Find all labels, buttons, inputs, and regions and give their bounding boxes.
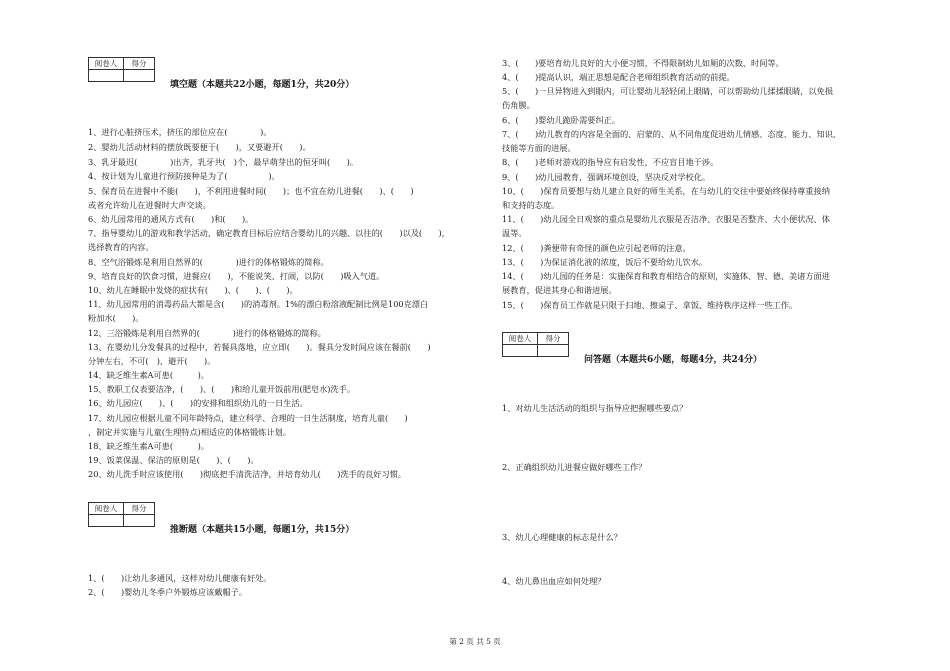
fill-item: 8、空气浴锻炼是利用自然界的( )进行的体格锻炼的简称。 xyxy=(88,257,329,267)
judge-item: 15、( )保育员工作就是只限于扫地、擦桌子、拿饭、维持秩序这样一些工作。 xyxy=(502,300,798,310)
reviewer-blank xyxy=(89,70,124,82)
judge-item: 10、( )保育员要想与幼儿建立良好的师生关系，在与幼儿的交往中要始终保持尊重接纳 xyxy=(502,186,830,196)
fill-item: 9、培育良好的饮食习惯，进餐应( )，不能说笑、打闹，以防( )吸入气道。 xyxy=(88,271,385,281)
fill-item: 17、幼儿园应根据儿童不同年龄特点，建立科学、合理的一日生活制度，培育儿童( ) xyxy=(88,413,408,423)
fill-item: 20、幼儿洗手时应该使用( )彻底把手清洗洁净，并培育幼儿( )洗手的良好习惯。 xyxy=(88,469,406,479)
fill-item: 19、饭菜保温、保洁的原则是( )、( )。 xyxy=(88,455,259,465)
fill-item: 3、乳牙最迟( )出齐，乳牙共( )个，最早萌芽出的恒牙叫( )。 xyxy=(88,157,359,167)
score-table xyxy=(88,57,155,82)
score-table xyxy=(502,332,569,357)
score-blank xyxy=(538,345,569,357)
judge-item: 8、( )老师对游戏的指导应有启发性，不应盲目地干涉。 xyxy=(502,157,719,167)
judge-item: 温等。 xyxy=(502,228,527,238)
judge-item: 9、( )幼儿园教育，强调环境创设，坚决反对学校化。 xyxy=(502,172,711,182)
fill-item: 10、幼儿在睡眠中发烧的症状有( )、( )、( )。 xyxy=(88,285,298,295)
fill-item: 14、缺乏维生素A可患( )。 xyxy=(88,370,209,380)
judge-item: 2、( )婴幼儿冬季户外锻炼应该戴帽子。 xyxy=(88,587,247,597)
judge-item: 展教育，促进其身心和谐进展。 xyxy=(502,285,617,295)
fill-item: 1、进行心脏挤压术，挤压的部位应在( )。 xyxy=(88,127,272,137)
fill-item: 18、缺乏维生素A可患( )。 xyxy=(88,441,209,451)
qa-item: 1、对幼儿生活活动的组织与指导应把握哪些要点？ xyxy=(502,403,688,413)
fill-item: 15、教职工仪表要洁净，( )、( )和给儿童开饭前用(肥皂水)洗手。 xyxy=(88,384,356,394)
judge-item: 7、( )幼儿教育的内容是全面的、启蒙的、从不同角度促进幼儿情感、态度、能力、知识、 xyxy=(502,129,842,139)
fill-item: 5、保育员在进餐中不能( )，不利用进餐时间( )；也不宜在幼儿进餐( )、( ) xyxy=(88,186,414,196)
judge-item: 5、( )一旦异物进入到眼内，可让婴幼儿轻轻闭上眼睛，可以帮助幼儿揉揉眼睛，以免损 xyxy=(502,86,833,96)
judge-item: 13、( )为保证消化液的浓度，饭后不要给幼儿饮水。 xyxy=(502,257,708,267)
judge-item: 3、( )要培育幼儿良好的大小便习惯，不得限制幼儿如厕的次数、时间等。 xyxy=(502,58,784,68)
fill-item: 7、指导婴幼儿的游戏和教学活动，确定教育目标后应结合婴幼儿的兴趣、以往的( )以及( )， xyxy=(88,228,450,238)
judge-item: 4、( )提高认识，端正思想是配合老师组织教育活动的前提。 xyxy=(502,72,735,82)
judge-section-title: 推断题（本题共15小题，每题1分，共15分） xyxy=(170,525,355,535)
score-table xyxy=(88,502,155,527)
fill-item: 16、幼儿园应( )、( )的安排和组织幼儿的一日生活。 xyxy=(88,398,308,408)
fill-item: 12、三浴锻炼是利用自然界的( )进行的体格锻炼的简称。 xyxy=(88,328,326,338)
reviewer-cell: 阅卷人 xyxy=(89,503,124,515)
score-blank xyxy=(124,70,155,82)
qa-item: 2、正确组织幼儿进餐应做好哪些工作？ xyxy=(502,462,647,472)
judge-item: 1、( )让幼儿多通风，这样对幼儿健康有好处。 xyxy=(88,573,272,583)
fill-item: 4、按计划为儿童进行预防接种是为了( )。 xyxy=(88,171,280,181)
score-blank xyxy=(124,515,155,527)
fill-item: 6、幼儿园常用的通风方式有( )和( )。 xyxy=(88,214,254,224)
reviewer-cell: 阅卷人 xyxy=(89,58,124,70)
judge-item: 6、( )婴幼儿跪卧需要纠正。 xyxy=(502,115,621,125)
qa-section-title: 问答题（本题共6小题，每题4分，共24分） xyxy=(584,355,763,365)
judge-item: 11、( )幼儿园全日观察的重点是婴幼儿衣服是否洁净、衣服是否整齐、大小便状况、体 xyxy=(502,214,830,224)
page-number: 第 2 页 共 5 页 xyxy=(449,637,501,646)
score-cell: 得分 xyxy=(538,333,569,345)
judge-item: 14、( )幼儿园的任务是：实施保育和教育相结合的原则，实施体、智、德、美诸方面进 xyxy=(502,271,830,281)
qa-item: 4、幼儿鼻出血应如何处理？ xyxy=(502,576,606,586)
fill-item: ，制定并实施与儿童(生理特点)相适应的体格锻炼计划。 xyxy=(88,427,291,437)
fill-item: 粉加水( )。 xyxy=(88,313,144,323)
fill-item: 或者允许幼儿在进餐时大声交谈。 xyxy=(88,200,211,210)
qa-item: 3、幼儿心理健康的标志是什么？ xyxy=(502,532,622,542)
fill-item: 选择教育的内容。 xyxy=(88,242,154,252)
reviewer-blank xyxy=(89,515,124,527)
score-cell: 得分 xyxy=(124,503,155,515)
score-cell: 得分 xyxy=(124,58,155,70)
judge-item: 和支持的态度。 xyxy=(502,200,560,210)
fill-item: 分钟左右，不可( )，避开( )。 xyxy=(88,356,216,366)
reviewer-blank xyxy=(503,345,538,357)
fill-item: 2、婴幼儿活动材料的摆放既要便于( )，又要避开( )。 xyxy=(88,142,311,152)
fill-section-title: 填空题（本题共22小题，每题1分，共20分） xyxy=(170,80,355,90)
judge-item: 12、( )粪便带有奇怪的颜色应引起老师的注意。 xyxy=(502,243,691,253)
judge-item: 技能等方面的进展。 xyxy=(502,143,576,153)
judge-item: 伤角膜。 xyxy=(502,100,535,110)
fill-item: 11、幼儿园常用的消毒药品大都是含( )的消毒剂。1%的漂白粉溶液配制比例是100克漂白 xyxy=(88,299,429,309)
fill-item: 13、在婴幼儿分发餐具的过程中，若餐具落地，应立即( )。餐具分发时间应该在餐前( ) xyxy=(88,342,431,352)
reviewer-cell: 阅卷人 xyxy=(503,333,538,345)
